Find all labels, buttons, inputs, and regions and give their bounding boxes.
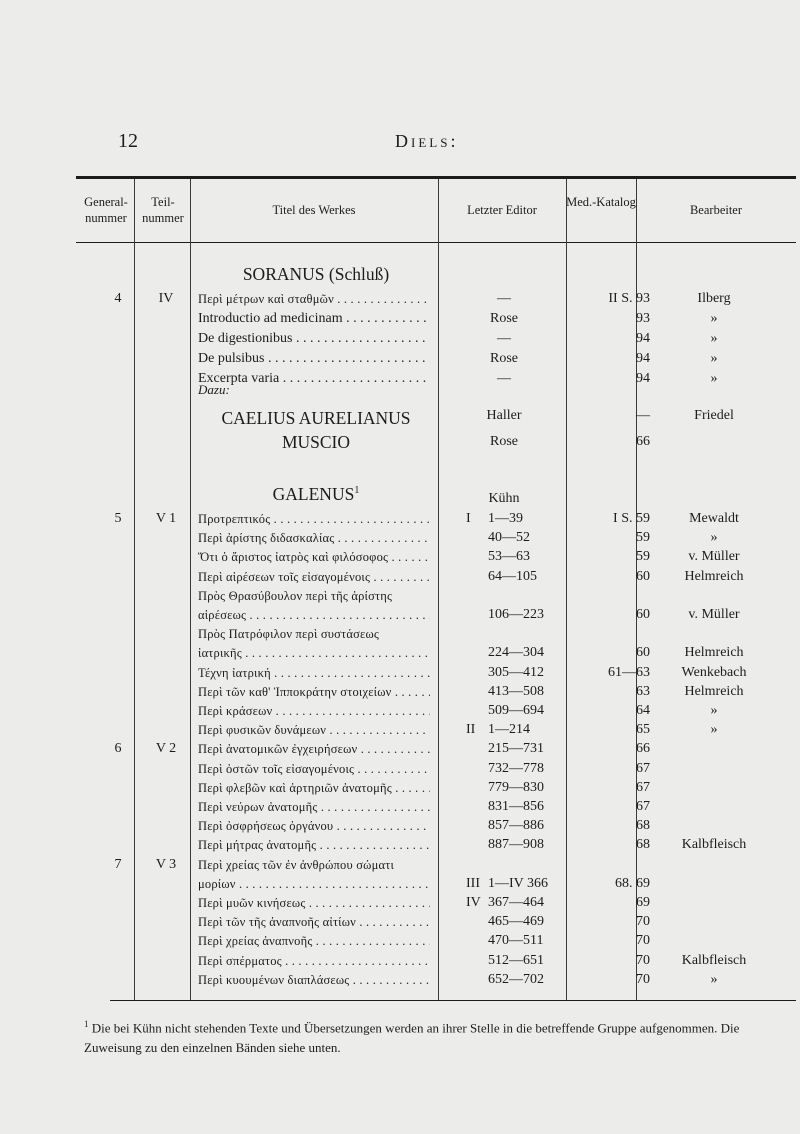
pages-cell: 470—511 bbox=[488, 933, 544, 949]
volume-cell: II bbox=[466, 722, 476, 738]
section-heading-caelius: CAELIUS AURELIANUS bbox=[221, 408, 411, 428]
katalog-cell: 70 bbox=[636, 914, 650, 930]
pages-cell: 779—830 bbox=[488, 779, 544, 795]
bearbeiter-cell: v. Müller bbox=[688, 549, 740, 565]
bearbeiter-cell: » bbox=[710, 703, 718, 718]
katalog-cell: 94 bbox=[636, 331, 650, 346]
generalnummer-cell: 7 bbox=[114, 856, 122, 872]
katalog-cell: 60 bbox=[636, 645, 650, 661]
katalog-cell: 93 bbox=[636, 311, 650, 326]
header-titel: Titel des Werkes bbox=[272, 203, 356, 217]
volume-cell: IV bbox=[466, 895, 481, 910]
header-teilnummer: Teil-nummer bbox=[142, 195, 184, 225]
title-cell: Περὶ φλεβῶν καὶ ἀρτηριῶν ἀνατομῆς . . . bbox=[198, 777, 430, 799]
footnote-mark: 1 bbox=[84, 1019, 89, 1029]
title-cell: Τέχνη ἰατρική . . . bbox=[198, 662, 430, 684]
table-row bbox=[0, 969, 800, 991]
katalog-cell: 65 bbox=[636, 722, 650, 738]
header-editor: Letzter Editor bbox=[467, 203, 537, 217]
table-row bbox=[0, 348, 800, 370]
table-row bbox=[0, 328, 800, 350]
title-cell: Περὶ τῶν καθ' Ἱπποκράτην στοιχείων . . . bbox=[198, 681, 430, 703]
title-cell: Περὶ μήτρας ἀνατομῆς . . . bbox=[198, 834, 430, 856]
generalnummer-cell: 4 bbox=[114, 291, 122, 306]
title-cell: Περὶ σπέρματος . . . bbox=[198, 950, 430, 972]
title-cell: Introductio ad medicinam . . . bbox=[198, 308, 430, 330]
bearbeiter-cell: Wenkebach bbox=[681, 664, 747, 680]
katalog-cell: 67 bbox=[636, 760, 650, 776]
editor-cell: — bbox=[497, 371, 511, 386]
pages-cell: 367—464 bbox=[488, 895, 544, 910]
katalog-cell: 94 bbox=[636, 371, 650, 386]
pages-cell: 1—IV 366 bbox=[488, 875, 549, 891]
footnote-mark: 1 bbox=[354, 485, 360, 497]
editor-cell: Kühn bbox=[488, 491, 520, 506]
katalog-cell: 70 bbox=[636, 952, 650, 968]
footnote bbox=[84, 1014, 790, 1058]
katalog-cell: 60 bbox=[636, 568, 650, 584]
katalog-cell: 63 bbox=[636, 683, 650, 699]
katalog-cell: 69 bbox=[636, 895, 650, 910]
title-cell: μορίων . . . bbox=[198, 873, 430, 895]
title-cell: Περὶ φυσικῶν δυνάμεων . . . bbox=[198, 719, 430, 741]
bearbeiter-cell: Helmreich bbox=[684, 683, 744, 699]
bearbeiter-cell: » bbox=[710, 722, 718, 738]
katalog-cell: 70 bbox=[636, 933, 650, 949]
katalog-cell: 68. 69 bbox=[615, 875, 650, 891]
table-row bbox=[0, 368, 800, 390]
title-cell: Περὶ ἀνατομικῶν ἐγχειρήσεων . . . bbox=[198, 738, 430, 760]
title-cell: Περὶ μυῶν κινήσεως . . . bbox=[198, 892, 430, 914]
title-cell: De digestionibus . . . bbox=[198, 328, 430, 350]
section-heading-muscio: MUSCIO bbox=[281, 432, 351, 452]
bearbeiter-cell: » bbox=[710, 351, 718, 366]
katalog-cell: 64 bbox=[636, 703, 650, 718]
running-head: Diels: bbox=[395, 131, 459, 151]
editor-cell: — bbox=[497, 291, 511, 306]
pages-cell: 224—304 bbox=[488, 645, 544, 661]
footnote-text: Die bei Kühn nicht stehenden Texte und Übersetzungen werden an ihrer Stelle in die betreffende Gruppe aufgenommen. Die Zuweisung zu den einzelnen Bänden siehe unten. bbox=[84, 1020, 740, 1056]
katalog-cell: 66 bbox=[636, 741, 650, 757]
header-katalog: Med.-Katalog bbox=[566, 195, 636, 209]
pages-cell: 512—651 bbox=[488, 952, 544, 968]
teilnummer-cell: V 3 bbox=[155, 856, 177, 872]
bearbeiter-cell: Kalbfleisch bbox=[681, 837, 747, 853]
section-heading-soranus: SORANUS (Schluß) bbox=[242, 264, 390, 284]
title-cell: Περὶ ὀσφρήσεως ὀργάνου . . . bbox=[198, 815, 430, 837]
katalog-cell: 70 bbox=[636, 971, 650, 987]
katalog-cell: 67 bbox=[636, 779, 650, 795]
katalog-cell: 66 bbox=[636, 434, 650, 449]
katalog-cell: 61—63 bbox=[608, 664, 650, 680]
title-cell: Περὶ κράσεων . . . bbox=[198, 700, 430, 722]
bearbeiter-cell: » bbox=[710, 971, 718, 987]
table-row-caelius bbox=[0, 405, 800, 427]
pages-cell: 40—52 bbox=[488, 530, 530, 546]
title-cell: Περὶ χρείας ἀναπνοῆς . . . bbox=[198, 930, 430, 952]
title-cell: Περὶ μέτρων καὶ σταθμῶν . . . bbox=[198, 288, 430, 310]
title-cell: Προτρεπτικός . . . bbox=[198, 508, 430, 530]
bearbeiter-cell: » bbox=[710, 311, 718, 326]
title-cell: ἰατρικῆς . . . bbox=[198, 642, 430, 664]
katalog-cell: I S. 59 bbox=[613, 511, 650, 526]
title-cell: Πρὸς Πατρόφιλον περὶ συστάσεως bbox=[198, 627, 380, 642]
section-heading-galenus: GALENUS$^1$ bbox=[272, 484, 360, 504]
katalog-cell: — bbox=[636, 408, 650, 423]
dazu-label: Dazu: bbox=[198, 382, 230, 397]
page-number: 12 bbox=[118, 130, 138, 152]
bearbeiter-cell: Mewaldt bbox=[689, 511, 739, 526]
pages-cell: 305—412 bbox=[488, 664, 544, 680]
katalog-cell: 94 bbox=[636, 351, 650, 366]
title-cell: Πρὸς Θρασύβουλον περὶ τῆς ἀρίστης bbox=[198, 588, 393, 603]
bearbeiter-cell: Ilberg bbox=[697, 291, 731, 306]
pages-cell: 106—223 bbox=[488, 607, 544, 622]
bearbeiter-cell: » bbox=[710, 331, 718, 346]
katalog-cell: II S. 93 bbox=[608, 291, 650, 306]
teilnummer-cell: IV bbox=[158, 291, 174, 306]
title-cell: Περὶ νεύρων ἀνατομῆς . . . bbox=[198, 796, 430, 818]
katalog-cell: 67 bbox=[636, 799, 650, 814]
pages-cell: 831—856 bbox=[488, 799, 544, 814]
pages-cell: 887—908 bbox=[488, 837, 544, 853]
teilnummer-cell: V 1 bbox=[155, 511, 177, 526]
katalog-cell: 59 bbox=[636, 549, 650, 565]
katalog-cell: 68 bbox=[636, 818, 650, 834]
teilnummer-cell: V 2 bbox=[155, 741, 177, 757]
pages-cell: 53—63 bbox=[488, 549, 530, 565]
title-cell: Περὶ ὀστῶν τοῖς εἰσαγομένοις . . . bbox=[198, 758, 430, 780]
katalog-cell: 59 bbox=[636, 530, 650, 546]
header-generalnummer: General-nummer bbox=[84, 195, 128, 225]
galenus-editor-row bbox=[0, 488, 800, 510]
bearbeiter-cell: Helmreich bbox=[684, 645, 744, 661]
pages-cell: 64—105 bbox=[488, 568, 537, 584]
title-cell: Περὶ τῶν τῆς ἀναπνοῆς αἰτίων . . . bbox=[198, 911, 430, 933]
title-cell: Περὶ χρείας τῶν ἐν ἀνθρώπου σώματι bbox=[198, 857, 395, 872]
title-cell: Περὶ ἀρίστης διδασκαλίας . . . bbox=[198, 527, 430, 549]
pages-cell: 652—702 bbox=[488, 971, 544, 987]
pages-cell: 857—886 bbox=[488, 818, 544, 834]
katalog-cell: 60 bbox=[636, 607, 650, 622]
editor-cell: Rose bbox=[490, 351, 518, 366]
title-cell: De pulsibus . . . bbox=[198, 348, 430, 370]
bearbeiter-cell: » bbox=[710, 371, 718, 386]
table-top-rule bbox=[76, 176, 796, 179]
editor-cell: Rose bbox=[490, 434, 518, 449]
generalnummer-cell: 5 bbox=[114, 511, 122, 526]
table-row-muscio bbox=[0, 431, 800, 453]
pages-cell: 465—469 bbox=[488, 914, 544, 930]
title-cell: Περὶ κυουμένων διαπλάσεως . . . bbox=[198, 969, 430, 991]
pages-cell: 509—694 bbox=[488, 703, 544, 718]
generalnummer-cell: 6 bbox=[114, 741, 122, 757]
title-cell: Περὶ αἱρέσεων τοῖς εἰσαγομένοις . . . bbox=[198, 566, 430, 588]
pages-cell: 1—214 bbox=[488, 722, 530, 738]
table-header-rule bbox=[76, 242, 796, 243]
bearbeiter-cell: v. Müller bbox=[688, 607, 740, 622]
volume-cell: I bbox=[466, 511, 471, 526]
title-cell: αἱρέσεως . . . bbox=[198, 604, 430, 626]
table-row bbox=[0, 308, 800, 330]
pages-cell: 1—39 bbox=[488, 511, 523, 526]
volume-cell: III bbox=[466, 875, 480, 891]
bearbeiter-cell: Kalbfleisch bbox=[681, 952, 747, 968]
editor-cell: — bbox=[497, 331, 511, 346]
pages-cell: 215—731 bbox=[488, 741, 544, 757]
bearbeiter-cell: Helmreich bbox=[684, 568, 744, 584]
table-bottom-rule bbox=[110, 1000, 796, 1001]
editor-cell: Haller bbox=[486, 408, 522, 423]
bearbeiter-cell: Friedel bbox=[694, 408, 734, 423]
header-bearbeiter: Bearbeiter bbox=[689, 203, 743, 217]
pages-cell: 732—778 bbox=[488, 760, 544, 776]
title-cell: Ὅτι ὁ ἄριστος ἰατρὸς καὶ φιλόσοφος . . . bbox=[198, 546, 430, 568]
title-cell: Excerpta varia . . . bbox=[198, 368, 430, 390]
bearbeiter-cell: » bbox=[710, 530, 718, 546]
table-row bbox=[0, 288, 800, 310]
editor-cell: Rose bbox=[490, 311, 518, 326]
katalog-cell: 68 bbox=[636, 837, 650, 853]
pages-cell: 413—508 bbox=[488, 683, 544, 699]
